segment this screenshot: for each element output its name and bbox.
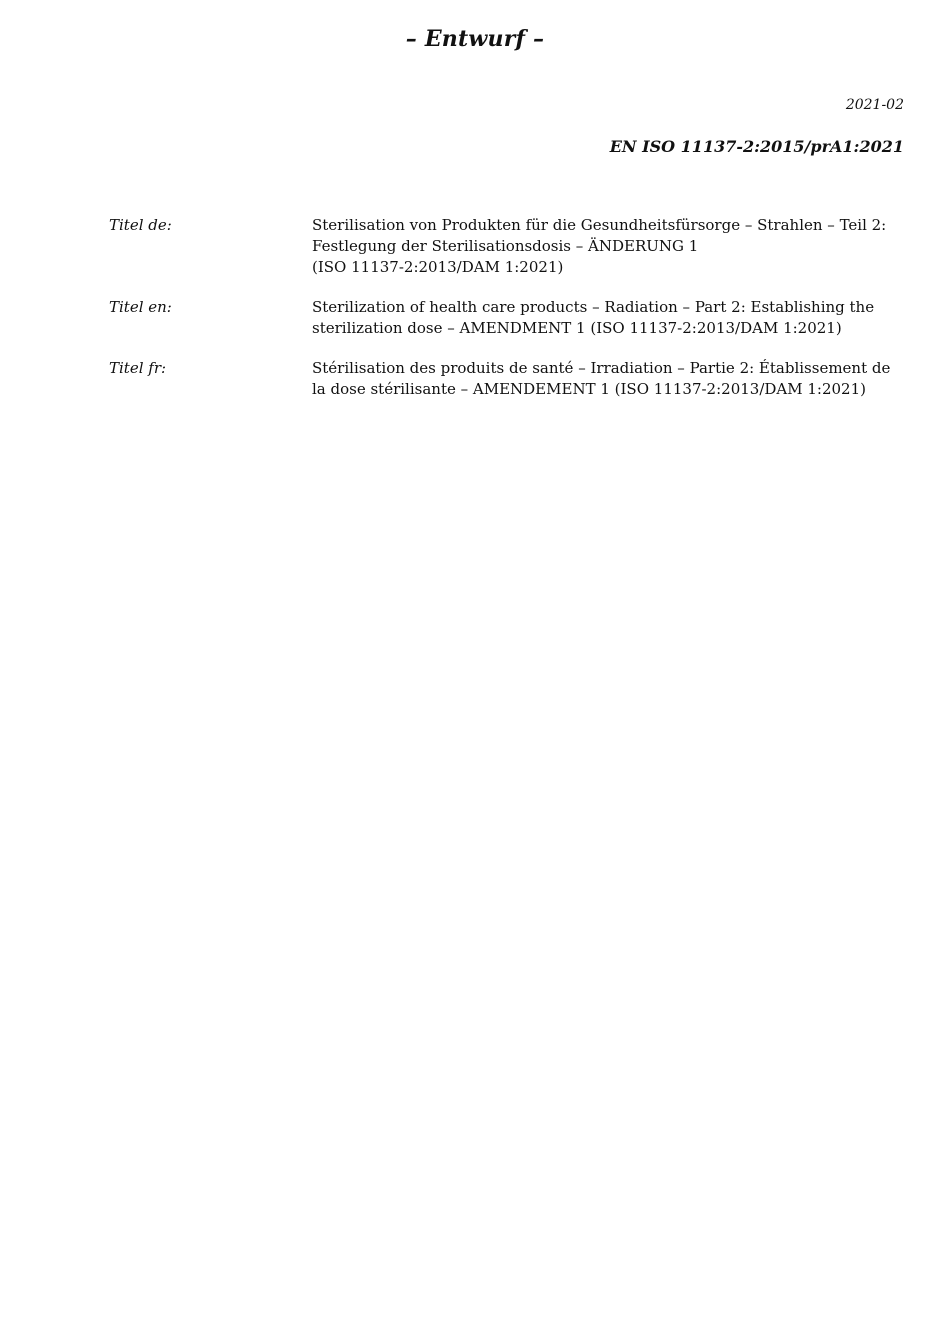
page-title: – Entwurf – — [405, 26, 545, 52]
titles-table — [109, 215, 909, 419]
title-text-line: Festlegung der Sterilisationsdosis – ÄNDERUNG 1 — [312, 237, 699, 255]
title-row-en — [109, 297, 909, 339]
title-text-de — [312, 215, 909, 278]
title-text-fr — [312, 358, 909, 400]
title-text-line: Stérilisation des produits de santé – Irradiation – Partie 2: Établissement de — [312, 359, 891, 377]
title-label-de: Titel de: — [109, 216, 172, 234]
title-text-line: la dose stérilisante – AMENDEMENT 1 (ISO 11137-2:2013/DAM 1:2021) — [312, 380, 866, 398]
title-text-line: Sterilization of health care products – Radiation – Part 2: Establishing the — [312, 298, 875, 316]
title-label-en: Titel en: — [109, 298, 172, 316]
document-reference: EN ISO 11137-2:2015/prA1:2021 — [609, 137, 904, 156]
title-text-line: Sterilisation von Produkten für die Gesundheitsfürsorge – Strahlen – Teil 2: — [312, 216, 887, 234]
title-label-fr: Titel fr: — [109, 359, 167, 377]
title-row-fr — [109, 358, 909, 400]
title-text-en — [312, 297, 909, 339]
title-text-line: (ISO 11137-2:2013/DAM 1:2021) — [312, 258, 564, 276]
title-row-de — [109, 215, 909, 278]
document-date: 2021-02 — [845, 97, 904, 113]
title-text-line: sterilization dose – AMENDMENT 1 (ISO 11137-2:2013/DAM 1:2021) — [312, 319, 842, 337]
